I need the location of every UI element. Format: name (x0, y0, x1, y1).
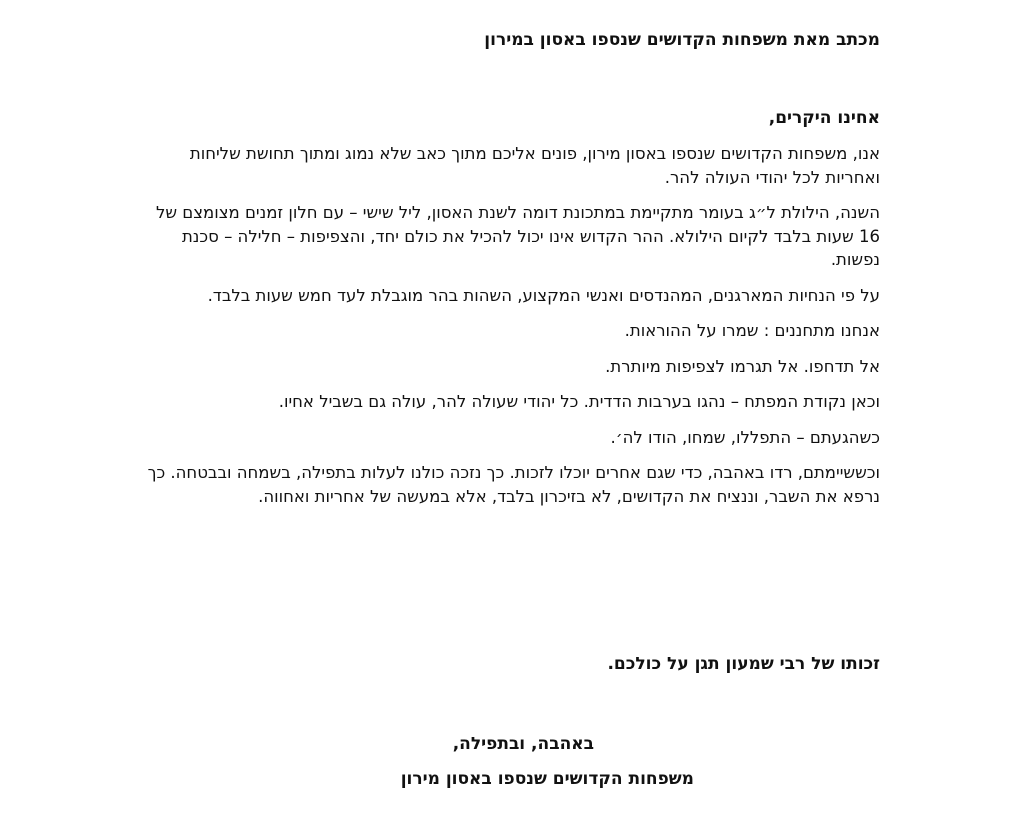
paragraph-plea: אנחנו מתחננים : שמרו על ההוראות. (624, 321, 880, 340)
letter-blessing: זכותו של רבי שמעון תגן על כולכם. (607, 654, 880, 674)
letter-greeting: אחינו היקרים, (768, 108, 880, 128)
paragraph-departure: וכששיימתם, רדו באהבה, כדי שגם אחרים יוכלו לזכות. כך נזכה כולנו לעלות בתפילה, בשמחה ובבטחה. כך נרפא את השבר, וננציח את הקדושים, לא בזיכרון בלבד, אלא במעשה של אחריות ואחווה. (147, 463, 880, 506)
paragraph-no-pushing: אל תדחפו. אל תגרמו לצפיפות מיותרת. (605, 356, 880, 376)
letter-signature: משפחות הקדושים שנספו באסון מירון (400, 769, 694, 789)
paragraph-arrival: כשהגעתם – התפללו, שמחו, הודו לה׳. (610, 427, 880, 447)
paragraph-time-limit: על פי הנחיות המארגנים, המהנדסים ואנשי המקצוע, השהות בהר מוגבלת לעד חמש שעות בלבד. (207, 285, 880, 305)
letter-body (140, 142, 880, 520)
paragraph-opening: אנו, משפחות הקדושים שנספו באסון מירון, פונים אליכם מתוך כאב שלא נמוג ומתוך תחושת שליחות ואחריות לכל יהודי העולה להר. (189, 144, 880, 187)
paragraph-event-schedule: השנה, הילולת ל״ג בעומר מתקיימת במתכונת דומה לשנת האסון, ליל שישי – עם חלון זמנים מצומצם של 16 שעות בלבד לקיום הילולא. ההר הקדוש אינו יכול להכיל את כולם יחד, והצפיפות – חלילה – סכנת נפשות. (155, 203, 880, 269)
letter-signoff: באהבה, ובתפילה, (452, 734, 594, 754)
paragraph-mutual-responsibility: וכאן נקודת המפתח – נהגו בערבות הדדית. כל יהודי שעולה להר, עולה גם בשביל אחיו. (278, 392, 880, 411)
letter-title: מכתב מאת משפחות הקדושים שנספו באסון במירון (484, 30, 880, 50)
